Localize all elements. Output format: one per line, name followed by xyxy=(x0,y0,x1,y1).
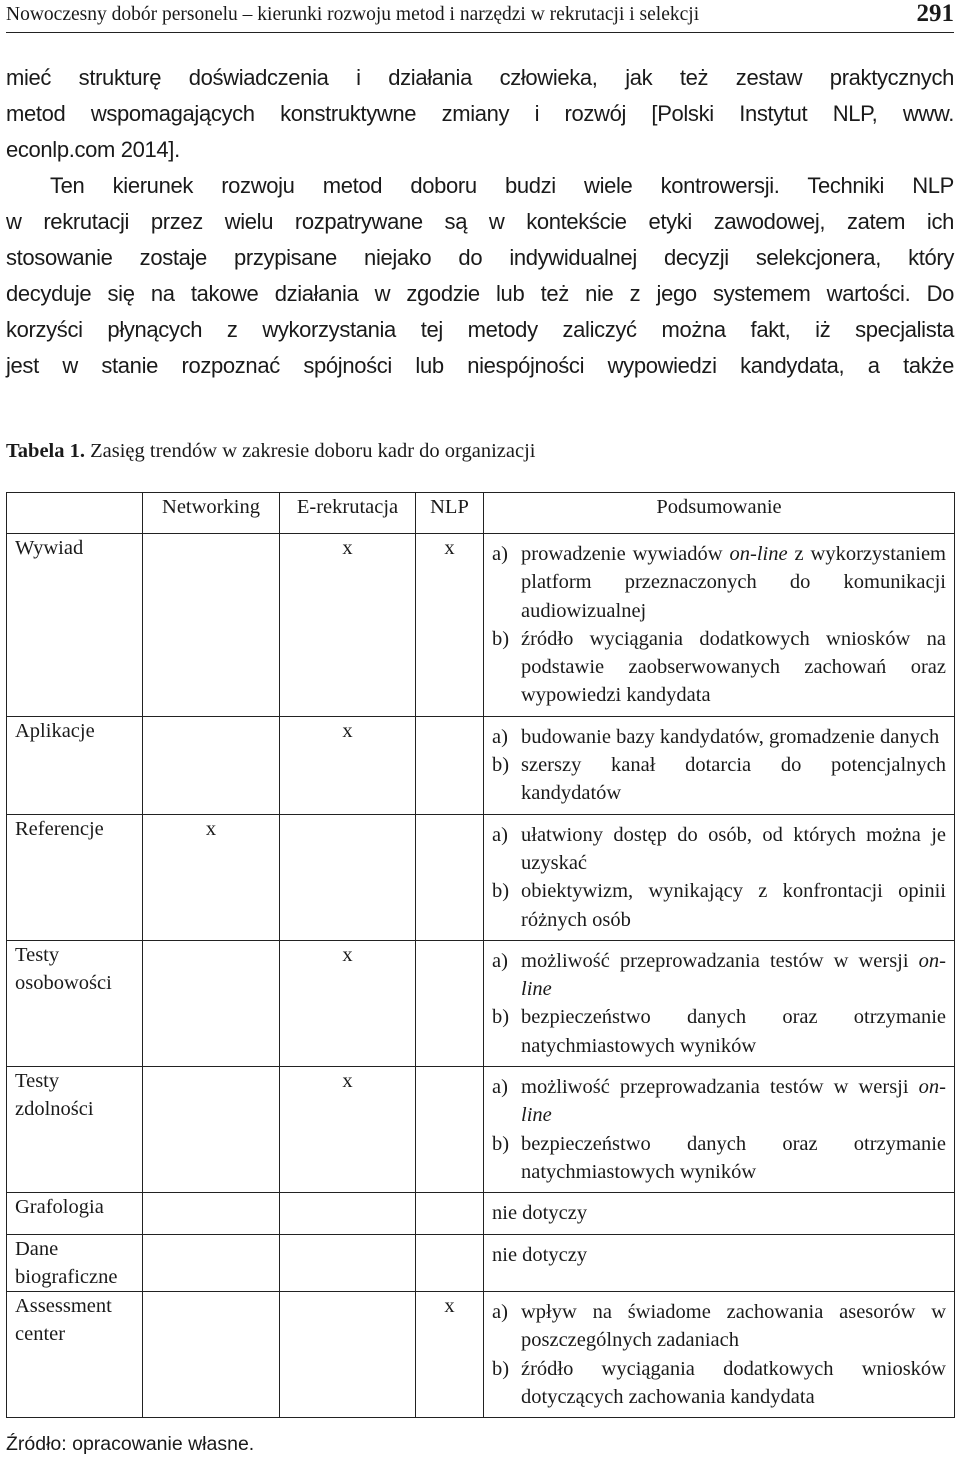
row-label: Assessment center xyxy=(7,1292,143,1418)
text-line: korzyści płynących z wykorzystania tej metody zaliczyć można fakt, iż specjalista xyxy=(6,317,954,342)
summary-item xyxy=(492,821,946,878)
paragraph-continued xyxy=(6,60,954,168)
summary-item xyxy=(492,1003,946,1060)
summary-item xyxy=(492,625,946,710)
summary-item-text: budowanie bazy kandydatów, gromadzenie danych xyxy=(521,725,940,748)
source-note: Źródło: opracowanie własne. xyxy=(6,1433,255,1455)
table-caption-text: Zasięg trendów w zakresie doboru kadr do organizacji xyxy=(85,440,536,462)
row-label: Referencje xyxy=(7,814,143,940)
text-line: decyduje się na takowe działania w zgodzie lub też nie z jego systemem wartości. Do xyxy=(6,281,954,306)
networking-cell: x xyxy=(143,814,280,940)
summary-item-text: bezpieczeństwo danych oraz otrzymanie natychmiastowych wyników xyxy=(521,1132,946,1183)
nlp-cell xyxy=(416,1234,484,1292)
summary-item-marker: a) xyxy=(492,543,508,565)
row-label: Testy zdolności xyxy=(7,1067,143,1193)
summary-item-marker: a) xyxy=(492,1301,508,1324)
table-caption-label: Tabela 1. xyxy=(6,440,85,462)
table-header-row xyxy=(7,493,955,534)
erekrutacja-cell xyxy=(280,1193,416,1234)
erekrutacja-cell xyxy=(280,814,416,940)
summary-item-marker: a) xyxy=(492,725,508,748)
erekrutacja-cell: x xyxy=(280,1067,416,1193)
networking-cell xyxy=(143,1067,280,1193)
summary-cell xyxy=(484,1234,955,1292)
header-cell: Networking xyxy=(143,493,280,534)
summary-cell xyxy=(484,814,955,940)
running-title: Nowoczesny dobór personelu – kierunki rozwoju metod i narzędzi w rekrutacji i selekcji xyxy=(6,4,700,25)
summary-item-text: szerszy kanał dotarcia do potencjalnych kandydatów xyxy=(521,754,946,805)
summary-text: nie dotyczy xyxy=(492,1202,588,1225)
row-label: Aplikacje xyxy=(7,716,143,814)
row-label: Grafologia xyxy=(7,1193,143,1234)
table-row xyxy=(7,814,955,940)
nlp-cell: x xyxy=(416,534,484,717)
erekrutacja-cell: x xyxy=(280,940,416,1066)
networking-cell xyxy=(143,1292,280,1418)
text-line: jest w stanie rozpoznać spójności lub niespójności wypowiedzi kandydata, a także xyxy=(6,353,954,378)
summary-item-text: bezpieczeństwo danych oraz otrzymanie natychmiastowych wyników xyxy=(521,1006,946,1057)
summary-item xyxy=(492,1298,946,1355)
summary-item-marker: a) xyxy=(492,1076,508,1099)
networking-cell xyxy=(143,1193,280,1234)
header-cell: NLP xyxy=(416,493,484,534)
nlp-cell xyxy=(416,940,484,1066)
summary-item-marker: b) xyxy=(492,627,510,650)
text-line: w rekrutacji przez wielu rozpatrywane są w kontekście etyki zawodowej, zatem ich xyxy=(6,209,954,234)
summary-cell xyxy=(484,1292,955,1418)
summary-item-text: obiektywizm, wynikający z konfrontacji opinii różnych osób xyxy=(521,880,946,931)
summary-item xyxy=(492,947,946,1004)
row-label: Testy osobowości xyxy=(7,940,143,1066)
summary-cell xyxy=(484,940,955,1066)
table-row xyxy=(7,1234,955,1292)
erekrutacja-cell: x xyxy=(280,534,416,717)
summary-cell xyxy=(484,1067,955,1193)
running-header xyxy=(6,0,954,33)
text-line: metod wspomagających konstruktywne zmiany i rozwój [Polski Instytut NLP, www. xyxy=(6,101,954,126)
erekrutacja-cell xyxy=(280,1234,416,1292)
summary-cell xyxy=(484,716,955,814)
table-row xyxy=(7,1193,955,1234)
summary-item-marker: a) xyxy=(492,823,508,846)
summary-item-marker: b) xyxy=(492,754,510,777)
summary-item xyxy=(492,1355,946,1412)
text-line: Ten kierunek rozwoju metod doboru budzi wiele kontrowersji. Techniki NLP xyxy=(50,173,954,198)
row-label: Dane biograficzne xyxy=(7,1234,143,1292)
text-line: econlp.com 2014]. xyxy=(6,137,180,162)
summary-item-text: możliwość przeprowadzania testów w wersji on-line xyxy=(521,949,946,1001)
page-number: 291 xyxy=(916,0,954,27)
summary-item xyxy=(492,751,946,808)
summary-item-text: ułatwiony dostęp do osób, od których można je uzyskać xyxy=(521,823,946,874)
summary-item-text: źródło wyciągania dodatkowych wniosków dotyczących zachowania kandydata xyxy=(521,1357,946,1409)
paragraph-nlp-controversy xyxy=(6,168,954,384)
summary-item-text: prowadzenie wywiadów on-line z wykorzystaniem platform przeznaczonych do komunikacji audiowizualnej xyxy=(521,543,947,622)
table-row xyxy=(7,1292,955,1418)
erekrutacja-cell xyxy=(280,1292,416,1418)
header-cell: Podsumowanie xyxy=(484,493,955,534)
summary-text: nie dotyczy xyxy=(492,1243,588,1266)
networking-cell xyxy=(143,534,280,717)
row-label: Wywiad xyxy=(7,534,143,717)
summary-item-text: wpływ na świadome zachowania asesorów w poszczególnych zadaniach xyxy=(521,1301,946,1352)
networking-cell xyxy=(143,716,280,814)
nlp-cell: x xyxy=(416,1292,484,1418)
summary-item xyxy=(492,1073,946,1130)
text-line: mieć strukturę doświadczenia i działania człowieka, jak też zestaw praktycznych xyxy=(6,65,954,90)
table-row xyxy=(7,940,955,1066)
summary-item xyxy=(492,877,946,934)
summary-cell xyxy=(484,1193,955,1234)
nlp-cell xyxy=(416,1067,484,1193)
summary-item-marker: a) xyxy=(492,949,508,972)
nlp-cell xyxy=(416,814,484,940)
networking-cell xyxy=(143,1234,280,1292)
table-row xyxy=(7,1067,955,1193)
networking-cell xyxy=(143,940,280,1066)
summary-item xyxy=(492,723,946,751)
summary-item xyxy=(492,540,946,625)
summary-item xyxy=(492,1130,946,1187)
header-cell: E-rekrutacja xyxy=(280,493,416,534)
nlp-cell xyxy=(416,716,484,814)
table-row xyxy=(7,716,955,814)
summary-item-marker: b) xyxy=(492,1006,510,1029)
summary-item-marker: b) xyxy=(492,880,510,903)
summary-cell xyxy=(484,534,955,717)
summary-item-marker: b) xyxy=(492,1357,510,1380)
text-line: stosowanie zostaje przypisane niejako do indywidualnej decyzji selekcjonera, który xyxy=(6,245,954,270)
erekrutacja-cell: x xyxy=(280,716,416,814)
summary-item-marker: b) xyxy=(492,1132,510,1155)
summary-item-text: źródło wyciągania dodatkowych wniosków na podstawie zaobserwowanych zachowań oraz wypowiedzi kandydata xyxy=(521,627,946,707)
trends-table xyxy=(6,492,955,1418)
table-row xyxy=(7,534,955,717)
header-cell xyxy=(7,493,143,534)
summary-item-text: możliwość przeprowadzania testów w wersji on-line xyxy=(521,1076,946,1127)
table-caption xyxy=(6,440,535,463)
nlp-cell xyxy=(416,1193,484,1234)
